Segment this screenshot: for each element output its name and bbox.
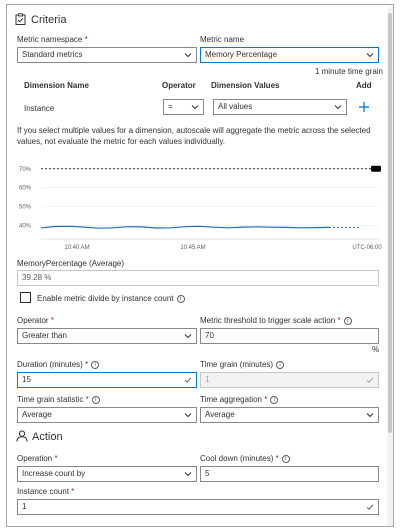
info-icon[interactable]: i [91,361,99,369]
checkmark-icon [366,503,374,511]
x-tick-label: 10:40 AM [64,245,90,251]
metric-summary-value: 39.28 % [17,270,379,286]
x-tick-label: 10:45 AM [180,245,206,251]
info-icon[interactable]: i [270,396,278,404]
time-aggregation-label: Time aggregation * i [200,395,278,404]
info-icon[interactable]: i [177,295,185,303]
cool-down-label: Cool down (minutes) * i [200,454,290,463]
chevron-down-icon [184,470,192,478]
dimension-aggregation-note: If you select multiple values for a dimension, autoscale will aggregate the metric across the selected values, not evaluate the metric for each values individually. [17,126,371,146]
checkmark-icon [184,376,192,384]
instance-count-input[interactable]: 1 [17,499,379,515]
dimension-name-header: Dimension Name [24,81,89,90]
operation-select[interactable]: Increase count by [17,466,197,482]
person-icon [16,430,28,442]
threshold-input[interactable]: 70 [200,328,379,344]
operator-header: Operator [162,81,196,90]
dimension-values-header: Dimension Values [211,81,280,90]
metric-namespace-select[interactable]: Standard metrics [17,47,197,63]
threshold-marker [371,166,381,172]
time-grain-input: 1 [200,372,379,388]
clipboard-check-icon [15,13,26,25]
metric-namespace-label: Metric namespace * [17,35,88,44]
x-tick-label: UTC-06:00 [352,245,382,251]
dimension-name-value: Instance [24,104,55,113]
info-icon[interactable]: i [344,317,352,325]
chevron-down-icon [191,103,199,111]
instance-count-label: Instance count * [17,487,75,496]
time-grain-statistic-label: Time grain statistic * i [17,395,100,404]
info-icon[interactable]: i [282,455,290,463]
dimension-operator-select[interactable]: = [163,99,204,115]
memory-series-line [41,226,329,228]
chevron-down-icon [366,51,374,59]
divide-by-instance-checkbox[interactable] [20,292,31,303]
chevron-down-icon [334,103,342,111]
duration-label: Duration (minutes) * i [17,360,99,369]
operation-label: Operation * [17,454,58,463]
add-header: Add [356,81,372,90]
metric-name-label: Metric name [200,35,245,44]
info-icon[interactable]: i [92,396,100,404]
y-tick-label: 70% [19,166,32,173]
chevron-down-icon [184,332,192,340]
metric-chart [17,157,387,259]
time-grain-note: 1 minute time grain [314,67,383,76]
threshold-label: Metric threshold to trigger scale action * i [200,316,352,325]
time-grain-statistic-select[interactable]: Average [17,407,197,423]
scrollbar-thumb[interactable] [388,13,392,433]
cool-down-input[interactable]: 5 [200,466,379,482]
chevron-down-icon [184,51,192,59]
action-title: Action [32,431,63,443]
chevron-down-icon [184,411,192,419]
criteria-title: Criteria [31,14,67,26]
threshold-unit: % [372,345,380,354]
time-aggregation-select[interactable]: Average [200,407,379,423]
divide-by-instance-label: Enable metric divide by instance count i [37,294,185,303]
operator-select[interactable]: Greater than [17,328,197,344]
add-dimension-plus-icon[interactable] [358,101,370,113]
chevron-down-icon [366,411,374,419]
dimension-values-select[interactable]: All values [213,99,347,115]
duration-input[interactable]: 15 [17,372,197,388]
y-tick-label: 60% [19,185,32,192]
operator-label: Operator * [17,316,54,325]
info-icon[interactable]: i [276,361,284,369]
scrollbar-track[interactable] [387,7,393,526]
scale-rule-panel [6,4,394,527]
y-tick-label: 50% [19,204,32,211]
metric-name-select[interactable]: Memory Percentage [200,47,379,63]
y-tick-label: 40% [19,223,32,230]
checkmark-icon [366,376,374,384]
metric-summary-label: MemoryPercentage (Average) [17,259,125,268]
time-grain-label: Time grain (minutes) i [200,360,284,369]
